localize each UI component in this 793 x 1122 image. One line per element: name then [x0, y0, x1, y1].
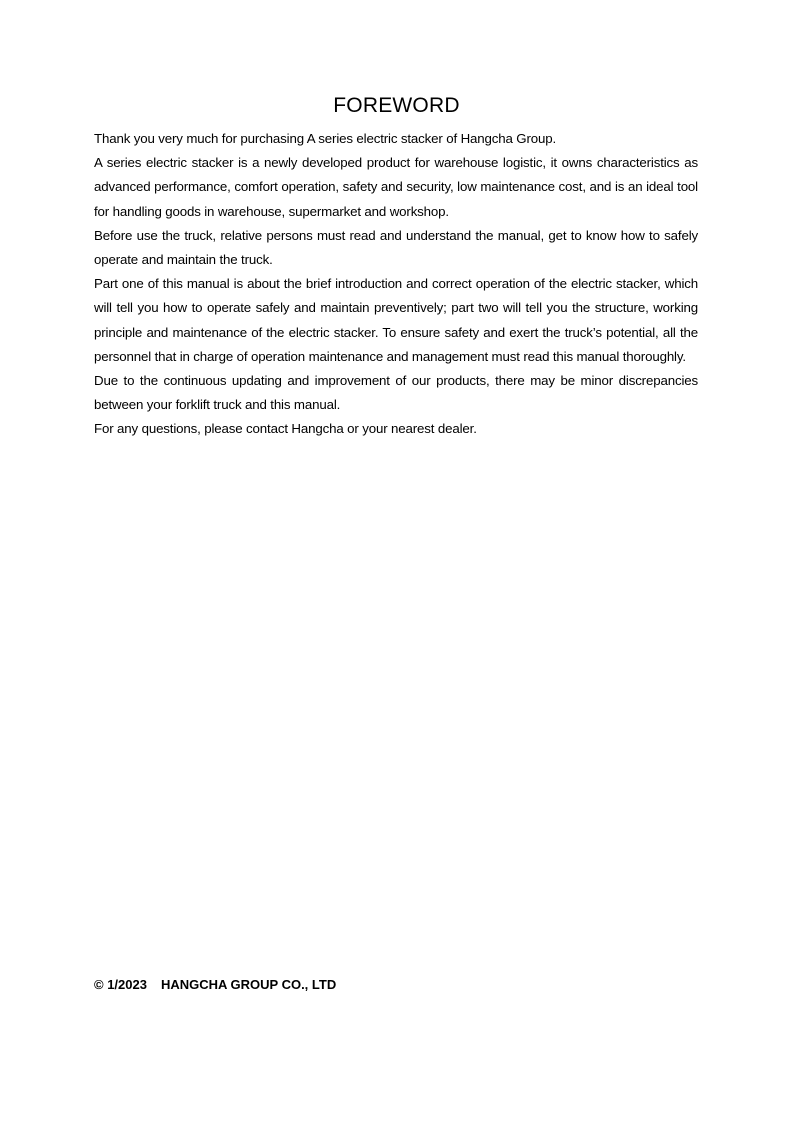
paragraph-read-manual: Before use the truck, relative persons must read and understand the manual, get to know how to safely operate and maintain the truck.: [94, 227, 698, 268]
foreword-body: [94, 127, 698, 442]
page-footer: [94, 975, 336, 995]
paragraph-thanks: Thank you very much for purchasing A series electric stacker of Hangcha Group.: [94, 131, 557, 146]
paragraph-contact: For any questions, please contact Hangcha or your nearest dealer.: [94, 421, 477, 437]
page-title: FOREWORD: [333, 94, 460, 117]
paragraph-product-intro: A series electric stacker is a newly developed product for warehouse logistic, it owns characteristics as advanced performance, comfort operation, safety and security, low maintenance cost, and is an ideal tool for handling goods in warehouse, supermarket and workshop.: [94, 155, 698, 219]
paragraph-manual-structure: Part one of this manual is about the brief introduction and correct operation of the electric stacker, which will tell you how to operate safely and maintain preventively; part two will tell you the structure, working principle and maintenance of the electric stacker. To ensure safety and exert the truck’s potential, all the personnel that in charge of operation maintenance and management must read this manual thoroughly.: [94, 276, 698, 364]
paragraph-discrepancies: Due to the continuous updating and improvement of our products, there may be minor discrepancies between your forklift truck and this manual.: [94, 373, 698, 413]
company-name: HANGCHA GROUP CO., LTD: [160, 977, 337, 992]
copyright-date: © 1/2023: [94, 977, 147, 992]
